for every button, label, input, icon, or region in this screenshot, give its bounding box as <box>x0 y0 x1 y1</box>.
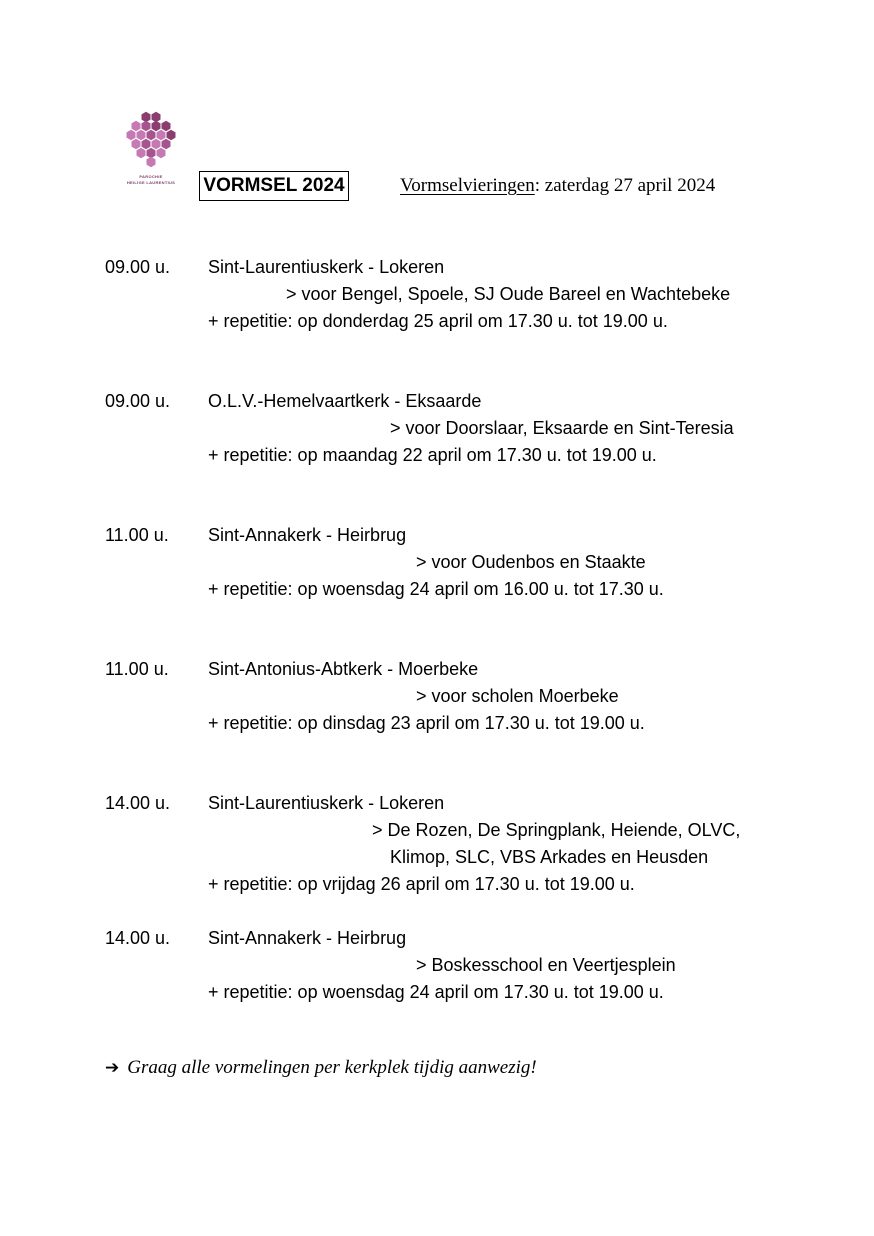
grape-hex <box>162 139 171 149</box>
celebration-church: Sint-Annakerk - Heirbrug <box>208 928 407 948</box>
celebration-church: Sint-Antonius-Abtkerk - Moerbeke <box>208 659 479 679</box>
grape-hex <box>132 139 141 149</box>
subtitle-label: Vormselvieringen <box>400 175 535 196</box>
celebration-church: Sint-Laurentiuskerk - Lokeren <box>208 793 445 813</box>
right-arrow-icon: ➔ <box>105 1058 120 1078</box>
celebration-groups: > De Rozen, De Springplank, Heiende, OLVC, <box>372 820 741 840</box>
celebration-groups: > voor Oudenbos en Staakte <box>416 552 646 572</box>
grape-hex <box>157 130 166 140</box>
grape-hex <box>142 112 151 122</box>
page-title: VORMSEL 2024 <box>199 171 349 201</box>
celebration-church: Sint-Laurentiuskerk - Lokeren <box>208 257 445 277</box>
grape-hex <box>127 130 136 140</box>
grape-hex <box>147 130 156 140</box>
footer-note <box>105 1056 537 1080</box>
celebration-rehearsal: + repetitie: op dinsdag 23 april om 17.30 u. tot 19.00 u. <box>208 713 645 733</box>
celebration-rehearsal: + repetitie: op maandag 22 april om 17.30 u. tot 19.00 u. <box>208 445 657 465</box>
celebration-rehearsal: + repetitie: op woensdag 24 april om 16.00 u. tot 17.30 u. <box>208 579 664 599</box>
footer-text: Graag alle vormelingen per kerkplek tijdig aanwezig! <box>127 1057 537 1078</box>
subtitle-date: zaterdag 27 april 2024 <box>540 175 716 196</box>
grape-hex <box>152 112 161 122</box>
parish-logo <box>118 110 184 194</box>
grape-hex <box>152 139 161 149</box>
celebration-groups: > Boskesschool en Veertjesplein <box>416 955 676 975</box>
celebration-rehearsal: + repetitie: op vrijdag 26 april om 17.30 u. tot 19.00 u. <box>208 874 635 894</box>
grape-hex <box>137 148 146 158</box>
grape-hex <box>142 121 151 131</box>
logo-line-2: HEILIGE LAURENTIUS <box>126 180 176 185</box>
grape-hex <box>147 157 156 167</box>
grape-hex <box>147 148 156 158</box>
celebration-time: 09.00 u. <box>105 391 171 411</box>
grape-cluster-icon <box>118 110 184 170</box>
celebration-rehearsal: + repetitie: op woensdag 24 april om 17.30 u. tot 19.00 u. <box>208 982 664 1002</box>
celebration-groups: > voor Bengel, Spoele, SJ Oude Bareel en Wachtebeke <box>286 284 731 304</box>
logo-line-1: PAROCHIE <box>139 174 163 179</box>
grape-hex <box>157 148 166 158</box>
celebration-groups-continued: Klimop, SLC, VBS Arkades en Heusden <box>390 847 709 867</box>
grape-hex <box>142 139 151 149</box>
celebration-time: 11.00 u. <box>105 525 169 545</box>
celebration-groups: > voor scholen Moerbeke <box>416 686 619 706</box>
grape-hex <box>162 121 171 131</box>
grape-hex <box>167 130 176 140</box>
subtitle-separator: : <box>534 175 541 196</box>
celebration-groups: > voor Doorslaar, Eksaarde en Sint-Teresia <box>390 418 734 438</box>
celebration-time: 14.00 u. <box>105 928 171 948</box>
celebration-time: 11.00 u. <box>105 659 169 679</box>
header-subtitle <box>400 175 715 197</box>
grape-hex <box>132 121 141 131</box>
celebration-time: 09.00 u. <box>105 257 171 277</box>
celebration-rehearsal: + repetitie: op donderdag 25 april om 17.30 u. tot 19.00 u. <box>208 311 668 331</box>
grape-hex <box>152 121 161 131</box>
grape-hex <box>137 130 146 140</box>
celebration-church: Sint-Annakerk - Heirbrug <box>208 525 407 545</box>
celebration-time: 14.00 u. <box>105 793 171 813</box>
celebration-church: O.L.V.-Hemelvaartkerk - Eksaarde <box>208 391 482 411</box>
